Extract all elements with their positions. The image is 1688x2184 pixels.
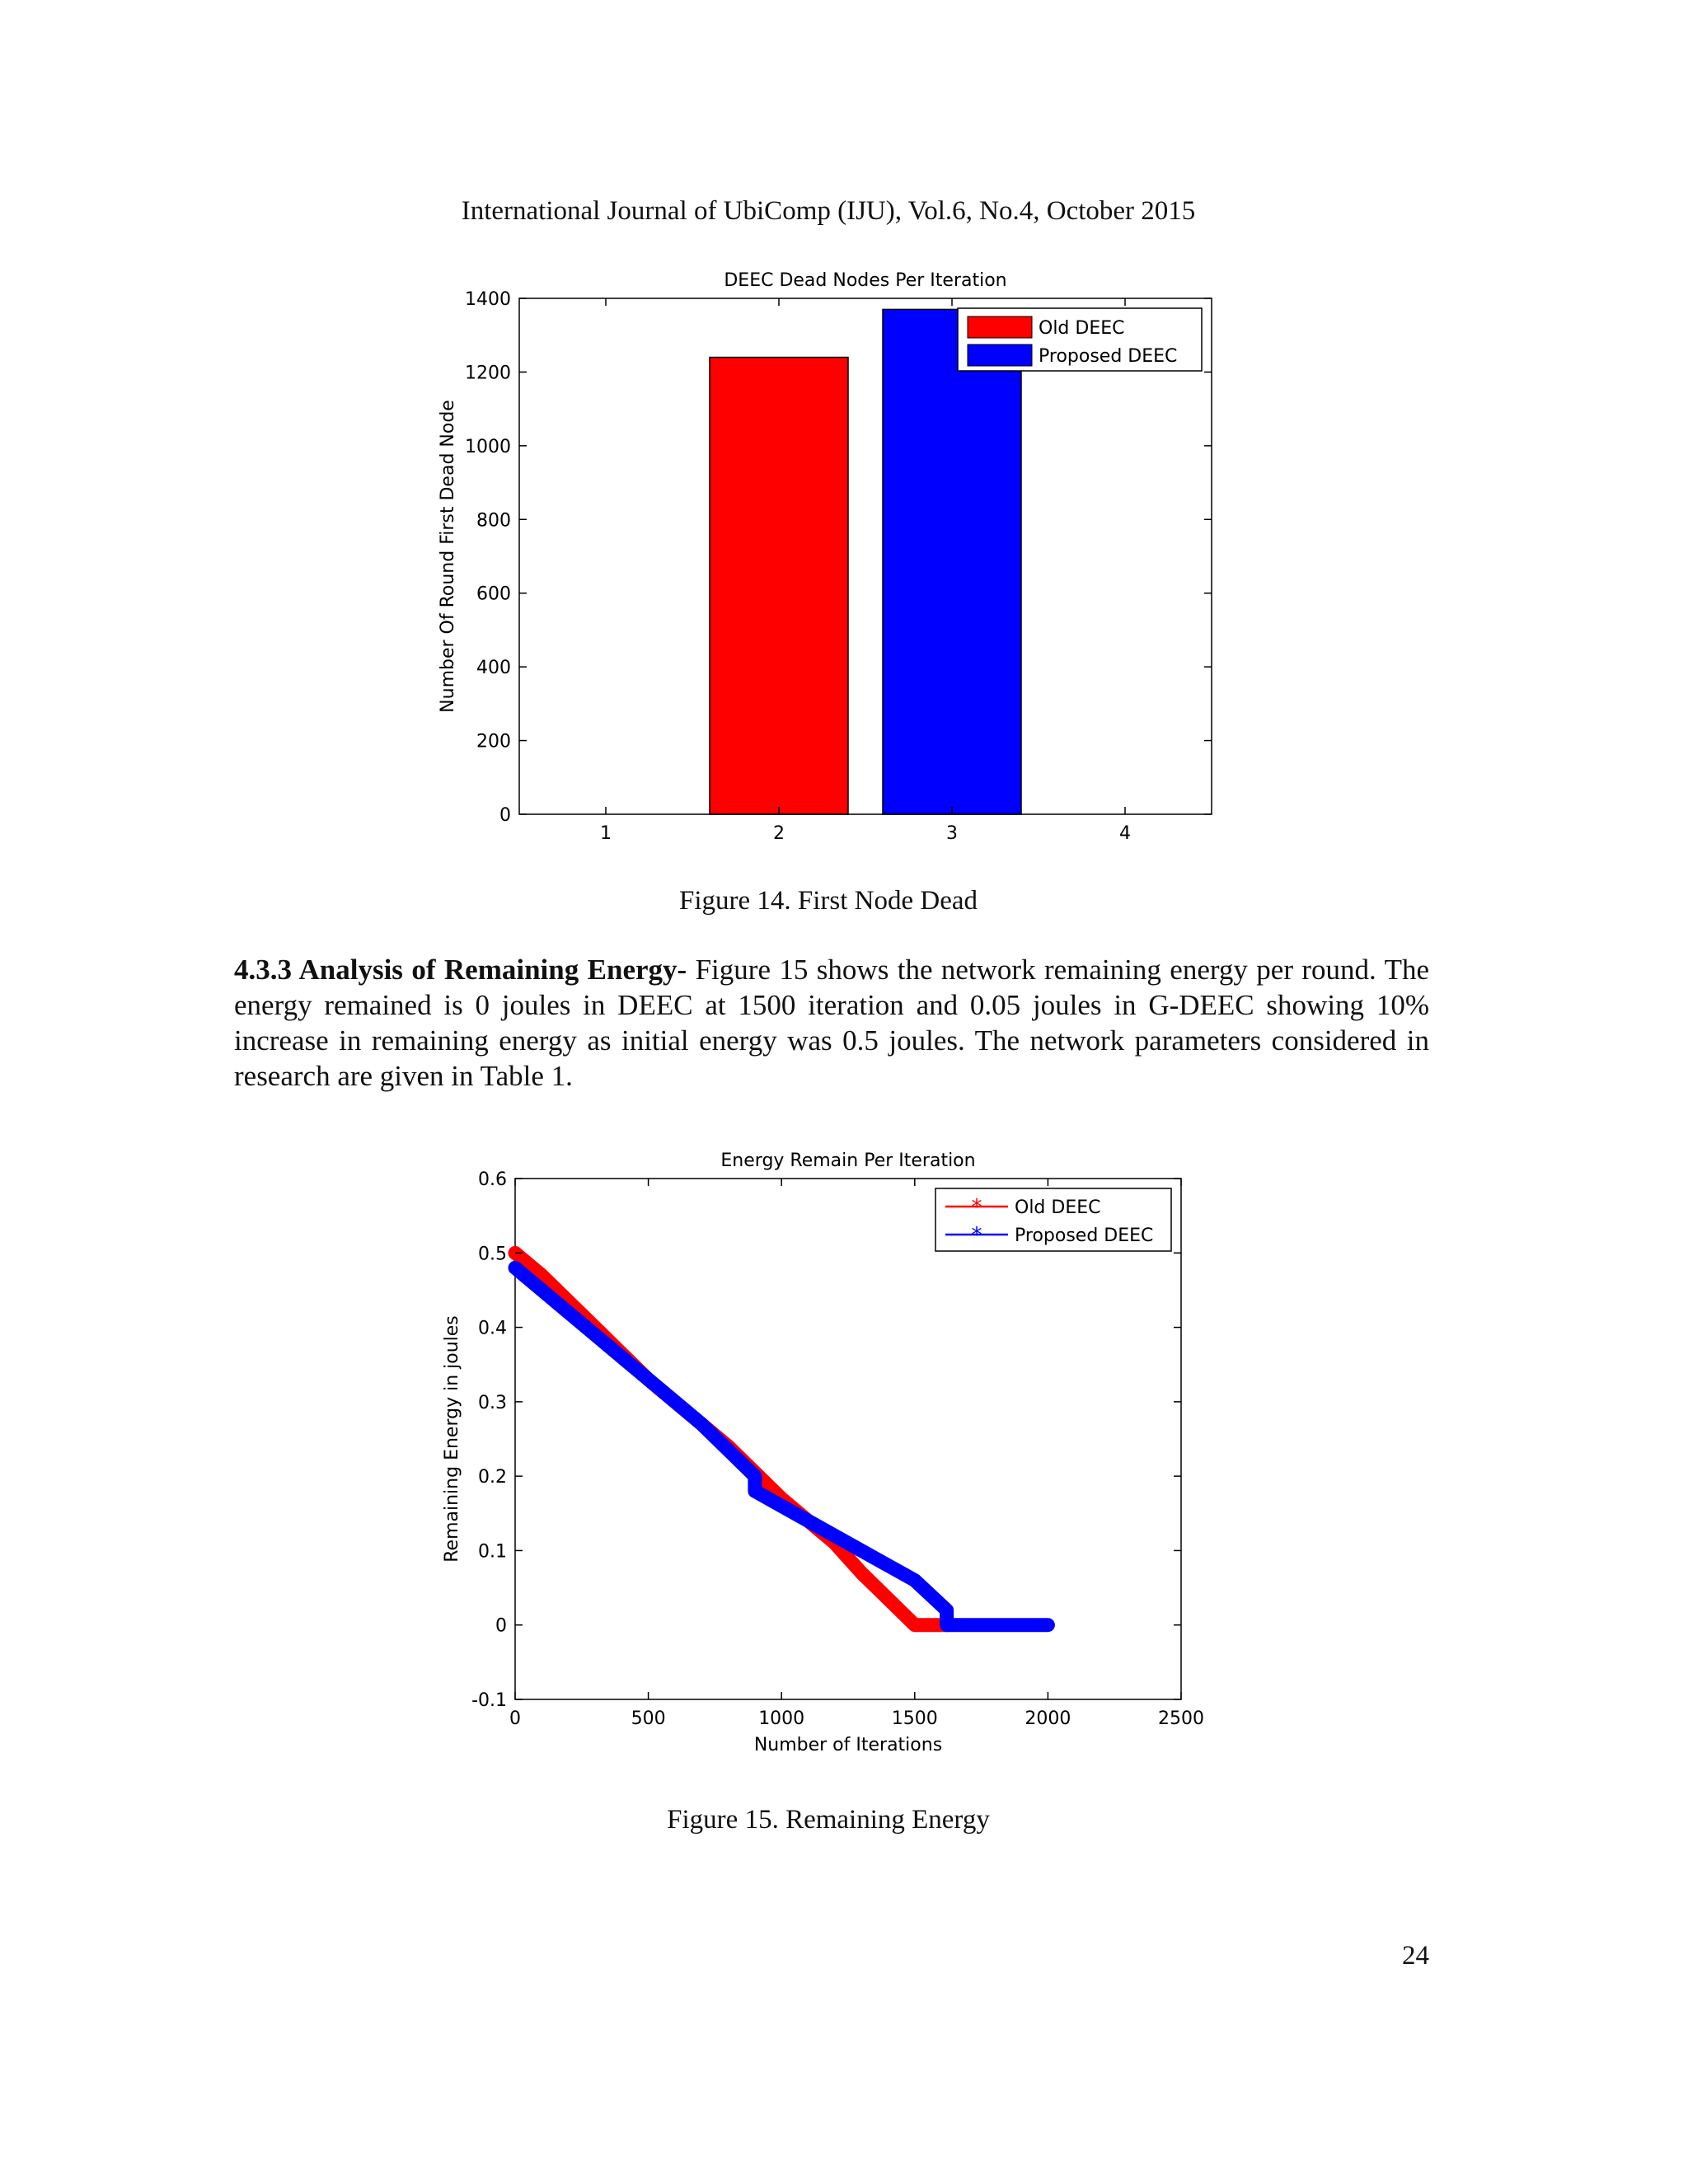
section-paragraph — [234, 952, 1429, 1094]
y-tick-label: 1000 — [465, 436, 511, 457]
y-tick-label: -0.1 — [471, 1690, 507, 1711]
legend-label: Proposed DEEC — [1039, 346, 1178, 367]
legend-label: Old DEEC — [1015, 1197, 1101, 1218]
page-number: 24 — [1402, 1941, 1429, 1971]
legend-swatch — [968, 316, 1032, 338]
plot-frame — [519, 298, 1212, 814]
y-tick-label: 400 — [476, 658, 511, 679]
x-tick-label: 2000 — [1025, 1708, 1071, 1729]
y-axis-label: Number Of Round First Dead Node — [438, 400, 458, 713]
x-tick-label: 3 — [946, 823, 958, 844]
x-axis-label: Number of Iterations — [753, 1735, 943, 1755]
x-tick-label: 1 — [600, 823, 612, 844]
x-tick-label: 2 — [773, 823, 785, 844]
y-tick-label: 0.3 — [478, 1392, 507, 1413]
y-axis-label: Remaining Energy in joules — [442, 1315, 462, 1563]
x-tick-label: 4 — [1119, 823, 1131, 844]
figure-15 — [412, 1137, 1236, 1764]
y-tick-label: 0 — [495, 1615, 507, 1637]
section-body: Figure 15 shows the network remaining energy per round. The energy remained is 0 joules in DEEC at 1500 iteration and 0.05 joules in G-DEEC showing 10% increase in remaining energy as initial energy was 0.5 joules. The network parameters considered in research are given in Table 1. — [234, 954, 1429, 1092]
y-tick-label: 0.2 — [478, 1467, 507, 1488]
x-tick-label: 1000 — [758, 1708, 805, 1729]
y-tick-label: 0.6 — [478, 1169, 507, 1190]
legend-marker-icon: * — [971, 1195, 982, 1220]
y-tick-label: 0.5 — [478, 1244, 507, 1265]
bar — [883, 309, 1021, 814]
x-tick-label: 0 — [509, 1708, 521, 1729]
legend-label: Old DEEC — [1039, 318, 1125, 339]
y-tick-label: 1400 — [465, 289, 511, 310]
legend-marker-icon: * — [971, 1223, 982, 1248]
y-tick-label: 0.4 — [478, 1318, 507, 1339]
legend-swatch — [968, 344, 1032, 366]
figure-14 — [412, 255, 1236, 849]
x-tick-label: 1500 — [891, 1708, 938, 1729]
line-chart-remaining-energy — [412, 1137, 1236, 1764]
y-tick-label: 600 — [476, 583, 511, 605]
y-tick-label: 200 — [476, 731, 511, 752]
bar-chart-first-node-dead — [412, 255, 1236, 849]
chart-title: Energy Remain Per Iteration — [720, 1151, 976, 1171]
bar — [710, 358, 848, 814]
chart-title: DEEC Dead Nodes Per Iteration — [724, 270, 1007, 291]
y-tick-label: 0.1 — [478, 1541, 507, 1563]
figure-15-caption: Figure 15. Remaining Energy — [667, 1805, 990, 1835]
section-heading: 4.3.3 Analysis of Remaining Energy- — [234, 954, 687, 986]
legend-label: Proposed DEEC — [1015, 1226, 1154, 1246]
figure-14-caption: Figure 14. First Node Dead — [678, 886, 978, 916]
plot-frame — [515, 1179, 1181, 1699]
y-tick-label: 800 — [476, 510, 511, 532]
x-tick-label: 500 — [631, 1708, 666, 1729]
journal-header: International Journal of UbiComp (IJU), Vol.6, No.4, October 2015 — [461, 196, 1196, 226]
x-tick-label: 2500 — [1158, 1708, 1204, 1729]
y-tick-label: 0 — [499, 805, 511, 826]
y-tick-label: 1200 — [465, 363, 511, 384]
